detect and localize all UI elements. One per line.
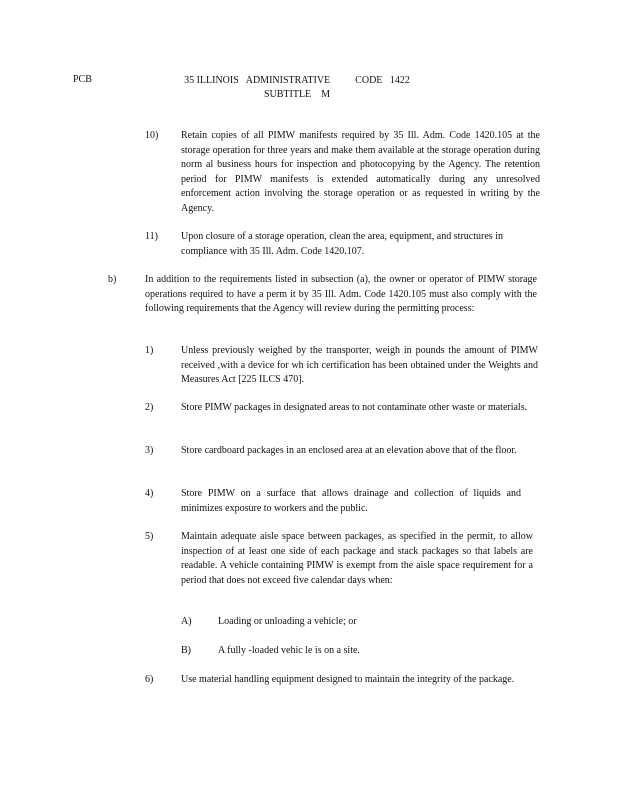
- item-label: 3): [145, 445, 154, 456]
- header-agency-code: PCB: [73, 74, 92, 85]
- section-item-11: [0, 230, 618, 262]
- item-text: Upon closure of a storage operation, clean the area, equipment, and structures in compliance with 35 Ill. Adm. Code 1420.107.: [181, 231, 503, 257]
- section-item-b1: [0, 344, 618, 390]
- item-label: 4): [145, 488, 154, 499]
- section-item-b6: [0, 673, 618, 705]
- header-title: [172, 74, 422, 102]
- section-item-b4: [0, 487, 618, 519]
- item-label: A): [181, 616, 192, 627]
- item-label: 11): [145, 231, 158, 242]
- section-item-b5a: [0, 615, 618, 631]
- header-title-line1: 35 ILLINOIS ADMINISTRATIVE CODE 1422: [184, 75, 410, 86]
- item-text: In addition to the requirements listed in subsection (a), the owner or operator of PIMW storage operations required to have a perm it by 35 Ill. Adm. Code 1420.105 must also comply with the following requirements that the Agency will review during the permitting process:: [145, 274, 537, 314]
- item-text: Loading or unloading a vehicle; or: [218, 616, 357, 627]
- item-label: 5): [145, 531, 154, 542]
- item-label: B): [181, 645, 191, 656]
- item-label: b): [108, 274, 117, 285]
- section-item-b5b: [0, 644, 618, 660]
- section-item-10: [0, 129, 618, 219]
- item-label: 10): [145, 130, 159, 141]
- item-label: 1): [145, 345, 154, 356]
- header-title-line2: SUBTITLE M: [263, 89, 331, 100]
- item-text: Store PIMW packages in designated areas to not contaminate other waste or materials.: [181, 402, 528, 413]
- item-text: Store PIMW on a surface that allows drainage and collection of liquids and minimizes exposure to workers and the public.: [181, 488, 521, 514]
- item-text: A fully -loaded vehic le is on a site.: [218, 645, 360, 656]
- section-item-b: [0, 273, 618, 335]
- item-text: Maintain adequate aisle space between packages, as specified in the permit, to allow inspection of at least one side of each package and stack packages so that labels are readable. A vehicle containing PIMW is exempt from the aisle space requirement for a period that does not exceed five calendar days when:: [181, 531, 533, 586]
- item-text: Unless previously weighed by the transporter, weigh in pounds the amount of PIMW received ,with a device for wh ich certification has been obtained under the Weights and Measures Act [225 ILCS 470].: [181, 345, 538, 385]
- section-item-b3: [0, 444, 618, 476]
- item-label: 2): [145, 402, 154, 413]
- item-text: Store cardboard packages in an enclosed area at an elevation above that of the floor.: [181, 445, 517, 456]
- item-label: 6): [145, 674, 154, 685]
- section-item-b2: [0, 401, 618, 433]
- section-item-b5: [0, 530, 618, 606]
- item-text: Retain copies of all PIMW manifests required by 35 Ill. Adm. Code 1420.105 at the storage operation for three years and make them available at the storage operation during norm al business hours for inspection and photocopying by the Agency. The retention period for PIMW manifests is extended automatically during any unresolved enforcement action involving the storage operation or as requested in writing by the Agency.: [181, 130, 540, 214]
- item-text: Use material handling equipment designed to maintain the integrity of the package.: [181, 674, 515, 685]
